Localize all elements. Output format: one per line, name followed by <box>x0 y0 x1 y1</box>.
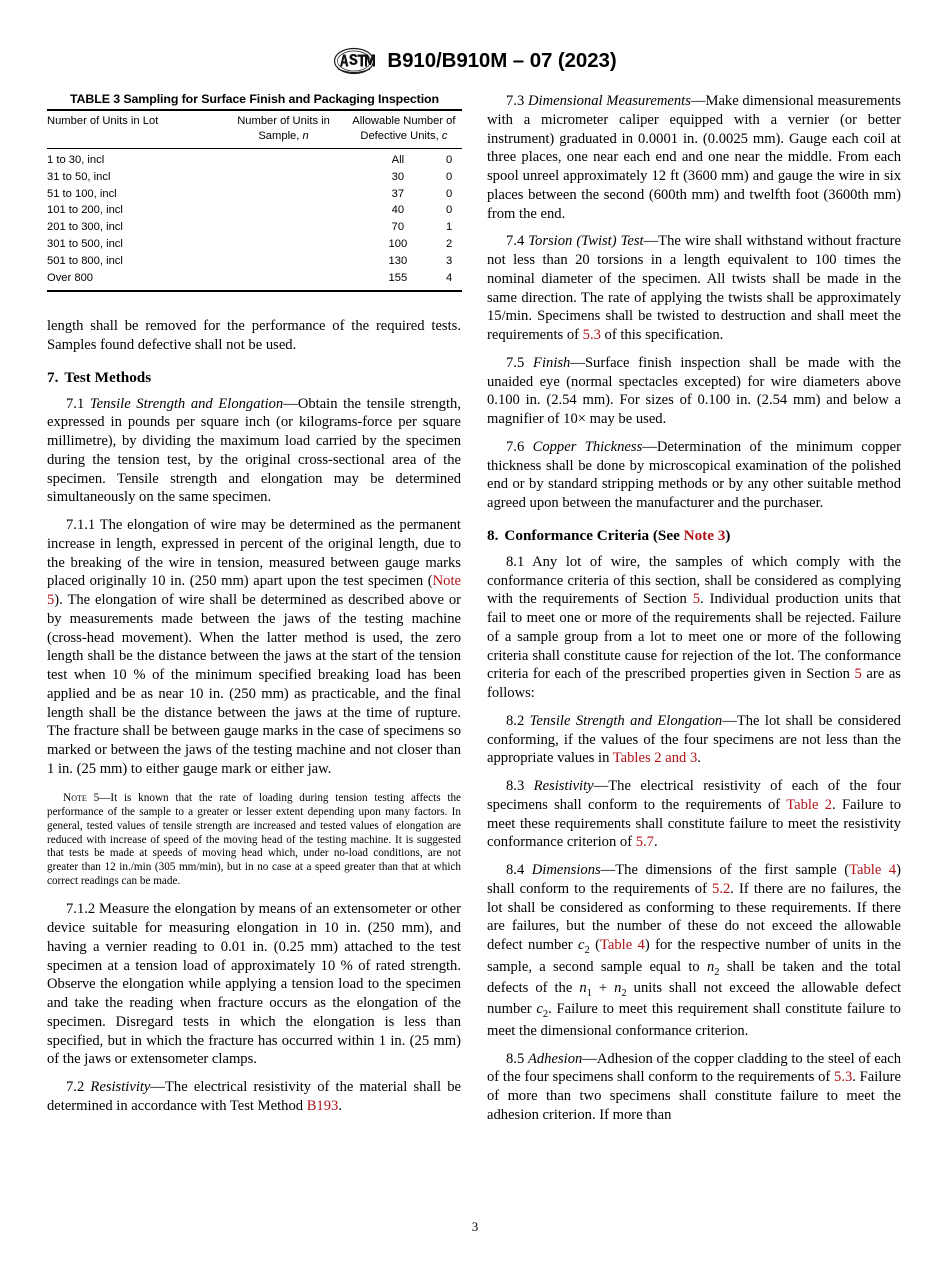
page-header <box>0 47 950 75</box>
symbol-c2-b: c <box>536 1001 543 1018</box>
paragraph-7-1-title: Tensile Strength and Elongation <box>89 395 284 412</box>
page-number: 3 <box>471 1219 479 1234</box>
table-header-row <box>47 111 462 148</box>
cell-defective: 0 <box>446 170 453 183</box>
cell-lot: 501 to 800, incl <box>47 254 123 267</box>
reference-5-3-torsion[interactable]: 5.3 <box>582 327 601 343</box>
reference-5-2[interactable]: 5.2 <box>712 880 731 897</box>
reference-table-2[interactable]: Table 2 <box>786 796 833 813</box>
column-header-defective <box>346 111 462 148</box>
column-header-sample-line1: Number of Units in <box>237 115 330 127</box>
cell-defective: 0 <box>446 187 453 200</box>
table-row <box>47 203 462 220</box>
paragraph-7-6-title: Copper Thickness <box>532 438 643 455</box>
heading-section-7 <box>47 369 461 387</box>
column-header-sample <box>221 111 346 148</box>
paragraph-8-3-part2: . Failure to meet these requirements shall constitute failure to meet the resistivity conformance criterion of <box>487 796 901 851</box>
cell-sample: 70 <box>391 221 405 234</box>
section-8-title-part2: ) <box>725 526 731 544</box>
right-column <box>487 92 901 1125</box>
paragraph-8-3-title: Resistivity <box>533 778 594 795</box>
reference-b193[interactable]: B193 <box>306 1097 339 1114</box>
column-header-sample-line2: Sample, n <box>258 129 309 142</box>
cell-sample: 37 <box>391 187 405 200</box>
cell-lot: 201 to 300, incl <box>47 221 123 234</box>
paragraph-7-5-title: Finish <box>533 354 571 371</box>
paragraph-7-4-number: 7.4 <box>506 233 525 250</box>
section-7-number: 7. <box>47 368 59 386</box>
note-5-number: 5 <box>93 791 100 804</box>
paragraph-8-4-part2: ) shall conform to the requirements of <box>487 862 901 897</box>
table-head <box>47 111 462 148</box>
symbol-c2-b-sub: 2 <box>542 1009 549 1021</box>
symbol-n1: n <box>579 980 587 997</box>
left-column <box>47 317 461 1125</box>
paragraph-7-1-2-number: 7.1.2 <box>66 901 96 918</box>
paragraph-8-1 <box>487 553 901 703</box>
cell-defective: 4 <box>446 271 453 284</box>
paragraph-8-1-part3: are as follows: <box>487 666 901 702</box>
reference-section-5-a[interactable]: 5 <box>692 591 700 608</box>
reference-tables-2-and-3[interactable]: Tables 2 and 3 <box>612 750 698 767</box>
note-5-block <box>47 791 461 890</box>
paragraph-8-4-title: Dimensions <box>531 862 601 879</box>
column-header-lot: Number of Units in Lot <box>47 115 159 127</box>
cell-sample: 100 <box>388 237 408 250</box>
cell-lot: 101 to 200, incl <box>47 204 123 217</box>
paragraph-7-4-part2: of this specification. <box>600 327 724 343</box>
reference-table-4-a[interactable]: Table 4 <box>849 862 897 879</box>
paragraph-7-1 <box>47 395 461 508</box>
paragraph-7-1-1 <box>47 516 461 779</box>
cell-defective: 0 <box>446 204 453 217</box>
astm-logo-icon <box>333 47 375 75</box>
section-8-number: 8. <box>487 526 499 544</box>
cell-lot: Over 800 <box>47 271 94 284</box>
paragraph-8-2 <box>487 712 901 768</box>
reference-note-3[interactable]: Note 3 <box>683 526 726 544</box>
paragraph-7-2 <box>47 1078 461 1116</box>
symbol-n2-b: n <box>614 980 622 997</box>
paragraph-7-3 <box>487 92 901 223</box>
table-row <box>47 253 462 270</box>
cell-lot: 31 to 50, incl <box>47 170 111 183</box>
reference-5-3-adhesion[interactable]: 5.3 <box>834 1069 853 1086</box>
section-7-title: Test Methods <box>64 368 152 386</box>
paragraph-7-1-2-body: Measure the elongation by means of an extensometer or other device suitable for measuring elongation in 10 in. (250 mm), and having a vernier reading to 0.01 in. (0.25 mm) attached to the test specimen at a tension load of approximately 10 % of rated strength. Observe the elongation while applying a tension load to the specimen and take the reading when fracture occurs as the elongation of the specimen. Disregard tests in which the elongation is less than specified, but in which the fracture has occurred within 1 in. (25 mm) of the jaws or extensometer clamps. <box>47 901 461 1068</box>
paragraph-8-2-title: Tensile Strength and Elongation <box>529 712 723 729</box>
heading-section-8 <box>487 527 901 545</box>
paragraph-8-4-part8: units shall not exceed the allowable defect number <box>487 980 901 1018</box>
note-5-body: —It is known that the rate of loading during tension testing affects the performance of the sample to a greater or lesser extent depending upon many factors. In general, tested values of tensile strength are increased and tested values of elongation are reduced with increase of speed of the moving head of the testing machine. It is suggested that tests be made at speeds of moving head which, under no-load conditions, are not greater than 12 in./min (305 mm/min), but in no case at a speed greater than that at which correct readings can be made. <box>47 791 461 888</box>
cell-sample: 155 <box>388 271 408 284</box>
paragraph-7-5-body: —Surface finish inspection shall be made with the unaided eye (normal spectacles excepted) for wire diameters above 0.100 in. (2.54 mm). For sizes of 0.100 in. (2.54 mm) and below a magnifier of 10× may be used. <box>487 354 901 427</box>
section-8-title-part1: Conformance Criteria (See <box>504 526 684 544</box>
table-3-body-table <box>47 153 462 287</box>
paragraph-7-3-number: 7.3 <box>506 93 525 109</box>
paragraph-7-5 <box>487 354 901 429</box>
paragraph-8-5-number: 8.5 <box>506 1050 525 1067</box>
paragraph-8-4-part9: . Failure to meet this requirement shall constitute failure to meet the dimensional conformance criterion. <box>487 1001 901 1039</box>
table-row <box>47 270 462 287</box>
paragraph-8-3-part1: —The electrical resistivity of each of the four specimens shall conform to the requirements of <box>487 778 901 813</box>
paragraph-8-4-number: 8.4 <box>506 862 525 879</box>
paragraph-8-4-part5: ) for the respective number of units in the sample, a second sample equal to <box>487 937 901 975</box>
paragraph-8-1-part1: Any lot of wire, the samples of which comply with the conformance criteria of this section, shall be considered as complying with the requirements of Section <box>487 553 901 608</box>
paragraph-8-5-title: Adhesion <box>527 1050 583 1067</box>
paragraph-8-4-part4: ( <box>589 937 600 954</box>
cell-sample: All <box>391 154 405 167</box>
paragraph-7-3-body: —Make dimensional measurements with a micrometer caliper equipped with a vernier (or better instrument) graduated in 0.0001 in. (0.0025 mm). Gauge each coil at three places, one near each end and one near the middle. From each spool unreel approximately 12 ft (3600 mm) and gauge the wire in six places between the second (600th mm) and twelfth foot (3600th mm) from the end. <box>487 93 901 222</box>
symbol-c2-a-sub: 2 <box>584 945 590 957</box>
column-header-defective-line2: Defective Units, c <box>360 129 448 142</box>
table-row <box>47 169 462 186</box>
paragraph-8-2-number: 8.2 <box>506 712 525 729</box>
paragraph-7-1-1-number: 7.1.1 <box>66 517 96 534</box>
paragraph-8-3-number: 8.3 <box>506 778 525 795</box>
paragraph-8-3-part3: . <box>653 834 658 851</box>
cell-sample: 40 <box>391 204 405 217</box>
reference-note-5[interactable]: Note 5 <box>47 573 461 609</box>
symbol-n2-a-sub: 2 <box>714 966 720 978</box>
cell-defective: 1 <box>446 221 453 234</box>
table-row <box>47 153 462 170</box>
column-header-defective-line1: Allowable Number of <box>352 115 456 127</box>
table-row <box>47 186 462 203</box>
paragraph-7-2-title: Resistivity <box>90 1079 151 1096</box>
paragraph-7-5-number: 7.5 <box>506 354 525 371</box>
paragraph-7-4 <box>487 232 901 345</box>
symbol-c2-a: c <box>577 937 585 954</box>
cell-lot: 301 to 500, incl <box>47 237 123 250</box>
cell-sample: 30 <box>391 170 405 183</box>
cell-defective: 3 <box>446 254 453 267</box>
paragraph-8-5-part2: . Failure of more than two specimens shall constitute failure to meet the adhesion criterion. If more than <box>487 1069 901 1123</box>
paragraph-7-6-body: —Determination of the minimum copper thickness shall be done by microscopical examination of the polished end or by standard stripping methods or by any other suitable method agreed upon between the manufacturer and the purchaser. <box>487 438 901 511</box>
symbol-n2-b-sub: 2 <box>621 987 627 999</box>
paragraph-7-1-2 <box>47 900 461 1069</box>
paragraph-8-4-part3: . If there are no failures, the lot shall be considered as conforming to these requirements. If there are failures, but the number of these do not exceed the allowable defect number <box>487 880 901 954</box>
paragraph-7-2-part2: . <box>338 1097 342 1114</box>
paragraph-8-2-part2: . <box>697 750 701 767</box>
paragraph-8-5 <box>487 1050 901 1125</box>
paragraph-7-1-body: —Obtain the tensile strength, expressed in pounds per square inch (or kilograms-force per square millimetre), by dividing the maximum load carried by the specimen during the tension test, by the original cross-sectional area of the specimen. Tensile strength and elongation may be determined simultaneously on the same specimen. <box>47 395 461 506</box>
paragraph-8-1-number: 8.1 <box>506 553 525 570</box>
paragraph-8-4 <box>487 861 901 1040</box>
paragraph-continuation: length shall be removed for the performance of the required tests. Samples found defective shall not be used. <box>47 318 461 353</box>
paragraph-7-4-title: Torsion (Twist) Test <box>528 233 644 250</box>
table-row <box>47 236 462 253</box>
paragraph-8-1-part2: . Individual production units that fail to meet one or more of the requirements shall be rejected. Failure of a sample group from a lot to meet one or more of the following criteria shall constitute cause for rejection of the lot. The conformance criteria for each of the prescribed properties given in Section <box>487 591 901 683</box>
paragraph-7-1-number: 7.1 <box>66 395 85 412</box>
paragraph-8-5-part1: —Adhesion of the copper cladding to the steel of each of the four specimens shall conform to the requirements of <box>487 1050 901 1086</box>
reference-table-4-b[interactable]: Table 4 <box>599 937 645 954</box>
paragraph-7-2-number: 7.2 <box>66 1079 85 1096</box>
paragraph-7-1-1-part2: ). The elongation of wire shall be determined as described above or by measurements made between the jaws of the testing machine (cross-head movement). When the latter method is used, the zero length shall be the distance between the jaws at the start of the tension test when 10 % of the minimum specified breaking load has been applied and be as near 10 in. (250 mm) as practicable, and the final length shall be the distance between the jaws at the time of rupture. The fracture shall be between gauge marks in the case of specimens so marked or between the jaws of the testing machine and not closer than 1 in. (25 mm) to either gauge mark or either jaw. <box>47 592 461 777</box>
paragraph-8-4-part7: + <box>591 980 615 997</box>
paragraph-8-4-part6: shall be taken and the total defects of the <box>487 958 902 997</box>
symbol-n1-sub: 1 <box>586 987 592 999</box>
paragraph-8-4-part1: —The dimensions of the first sample ( <box>600 862 850 879</box>
reference-5-7[interactable]: 5.7 <box>635 834 654 851</box>
cell-defective: 2 <box>446 237 453 250</box>
table-3-container <box>47 92 462 292</box>
paragraph-7-3-title: Dimensional Measurements <box>527 93 691 109</box>
table-3 <box>47 111 462 148</box>
cell-lot: 1 to 30, incl <box>47 154 105 167</box>
note-5-label: Note <box>63 791 87 804</box>
paragraph-8-2-part1: —The lot shall be considered conforming, if the values of the four specimens are not less than the appropriate values in <box>487 712 901 767</box>
cell-defective: 0 <box>446 154 453 167</box>
document-designation: B910/B910M – 07 (2023) <box>387 49 617 72</box>
table-3-caption: TABLE 3 Sampling for Surface Finish and Packaging Inspection <box>70 92 439 106</box>
table-bottom-rule <box>47 290 462 292</box>
paragraph-7-1-1-part1: The elongation of wire may be determined as the permanent increase in length, expressed in percent of the original length, due to the breaking of the wire in tension, measured between gauge marks placed originally 10 in. (250 mm) apart upon the test specimen ( <box>47 517 461 590</box>
symbol-n2-a: n <box>706 958 715 975</box>
table-body <box>47 153 462 287</box>
cell-lot: 51 to 100, incl <box>47 187 117 200</box>
table-row <box>47 220 462 237</box>
paragraph-7-4-part1: —The wire shall withstand without fracture not less than 20 torsions in a length equivalent to 100 times the nominal diameter of the specimen. All twists shall be made in the same direction. The rate of applying the twists shall be approximately 15/min. Specimens shall be twisted to destruction and shall meet the requirements of <box>487 233 902 343</box>
paragraph-7-2-part1: —The electrical resistivity of the material shall be determined in accordance with Test Method <box>47 1079 461 1114</box>
paragraph-8-3 <box>487 777 901 852</box>
reference-section-5-b[interactable]: 5 <box>854 666 862 683</box>
paragraph-7-6 <box>487 438 901 513</box>
cell-sample: 130 <box>388 254 408 267</box>
paragraph-7-6-number: 7.6 <box>506 438 525 455</box>
